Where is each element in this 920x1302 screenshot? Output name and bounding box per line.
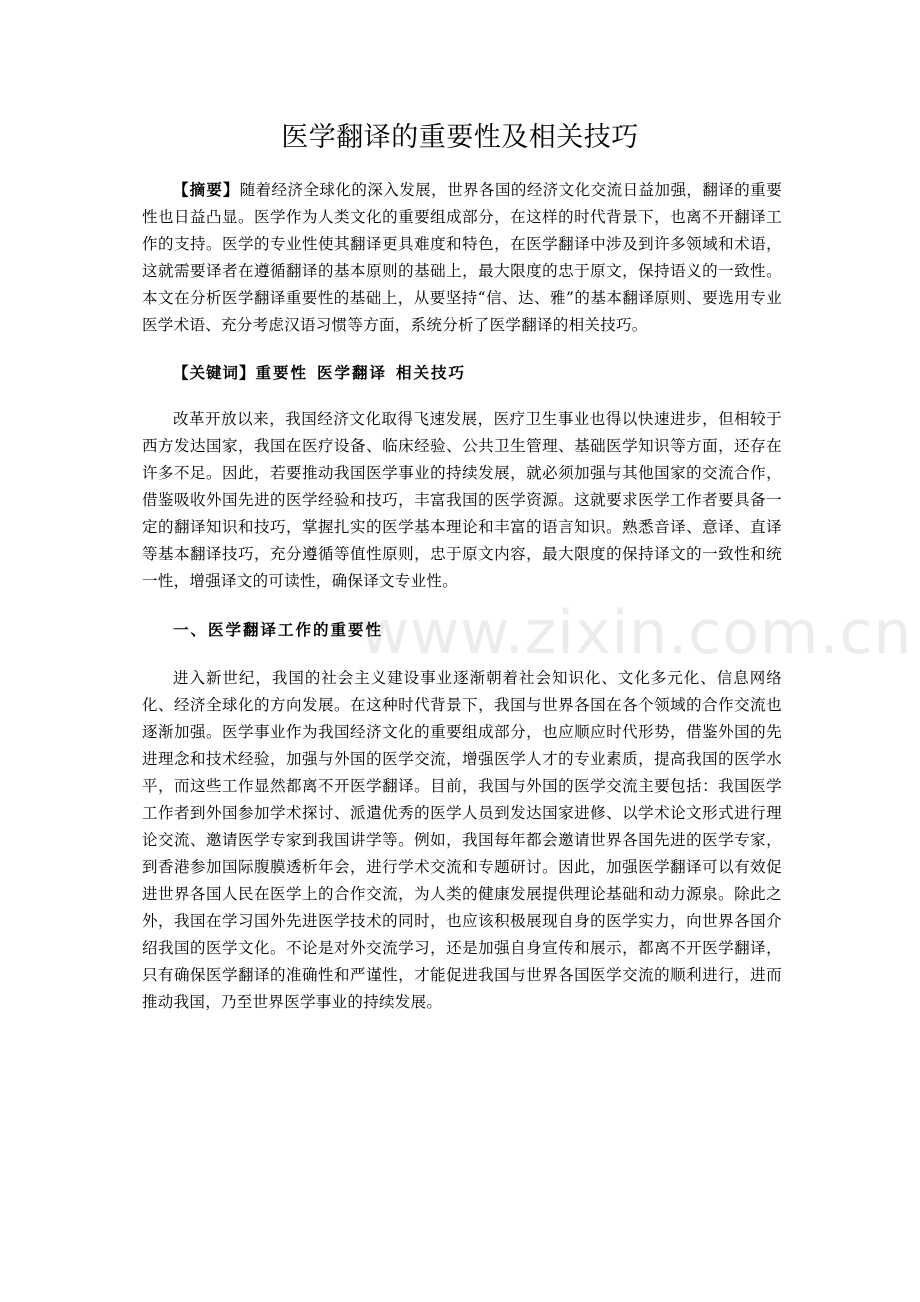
keyword-item: 重要性 (255, 364, 309, 382)
watermark: www.zixin.com.cn (360, 598, 913, 668)
keywords-label: 【关键词】 (173, 364, 256, 382)
abstract-text: 随着经济全球化的深入发展，世界各国的经济文化交流日益加强，翻译的重要性也日益凸显。医学作为人类文化的重要组成部分，在这样的时代背景下，也离不开翻译工作的支持。医学的专业性使其翻译更具难度和特色，在医学翻译中涉及到许多领域和术语，这就需要译者在遵循翻译的基本原则的基础上，最大限度的忠于原文，保持语义的一致性。本文在分析医学翻译重要性的基础上，从要坚持“信、达、雅”的基本翻译原则、要选用专业医学术语、充分考虑汉语习惯等方面，系统分析了医学翻译的相关技巧。 (142, 181, 782, 334)
keyword-item: 相关技巧 (396, 364, 467, 382)
section-heading: 一、医学翻译工作的重要性 (173, 621, 384, 639)
document-body (142, 177, 782, 1016)
page-title: 医学翻译的重要性及相关技巧 (281, 122, 639, 153)
intro-paragraph: 改革开放以来，我国经济文化取得飞速发展，医疗卫生事业也得以快速进步，但相较于西方发达国家，我国在医疗设备、临床经验、公共卫生管理、基础医学知识等方面，还存在许多不足。因此，若要推动我国医学事业的持续发展，就必须加强与其他国家的交流合作，借鉴吸收外国先进的医学经验和技巧，丰富我国的医学资源。这就要求医学工作者要具备一定的翻译知识和技巧，掌握扎实的医学基本理论和丰富的语言知识。熟悉音译、意译、直译等基本翻译技巧，充分遵循等值性原则，忠于原文内容，最大限度的保持译文的一致性和统一性，增强译文的可读性，确保译文专业性。 (142, 410, 782, 590)
keyword-item: 医学翻译 (317, 364, 388, 382)
section-paragraph: 进入新世纪，我国的社会主义建设事业逐渐朝着社会知识化、文化多元化、信息网络化、经济全球化的方向发展。在这种时代背景下，我国与世界各国在各个领域的合作交流也逐渐加强。医学事业作为我国经济文化的重要组成部分，也应顺应时代形势，借鉴外国的先进理念和技术经验，加强与外国的医学交流，增强医学人才的专业素质，提高我国的医学水平，而这些工作显然都离不开医学翻译。目前，我国与外国的医学交流主要包括：我国医学工作者到外国参加学术探讨、派遣优秀的医学人员到发达国家进修、以学术论文形式进行理论交流、邀请医学专家到我国讲学等。例如，我国每年都会邀请世界各国先进的医学专家，到香港参加国际腹膜透析年会，进行学术交流和专题研讨。因此，加强医学翻译可以有效促进世界各国人民在医学上的合作交流，为人类的健康发展提供理论基础和动力源泉。除此之外，我国在学习国外先进医学技术的同时，也应该积极展现自身的医学实力，向世界各国介绍我国的医学文化。不论是对外交流学习，还是加强自身宣传和展示，都离不开医学翻译，只有确保医学翻译的准确性和严谨性，才能促进我国与世界各国医学交流的顺利进行，进而推动我国，乃至世界医学事业的持续发展。 (142, 669, 782, 1011)
abstract-label: 【摘要】 (173, 181, 240, 199)
abstract-paragraph (142, 177, 782, 339)
keywords-line (142, 360, 782, 387)
